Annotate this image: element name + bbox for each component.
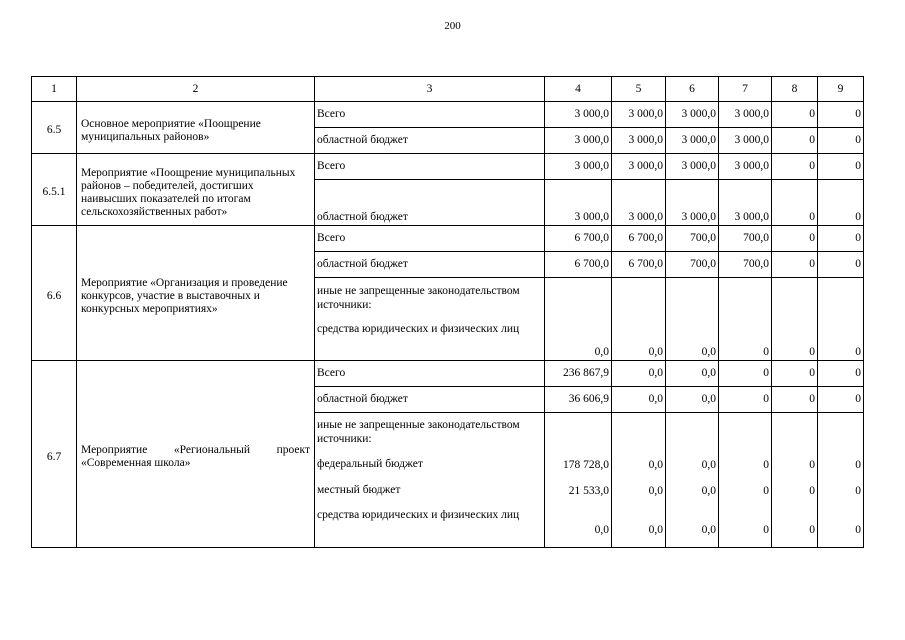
funding-source: областной бюджет <box>315 387 545 413</box>
value-cell: 3 000,0 <box>612 128 666 154</box>
value-cell: 21 533,0 <box>568 484 609 497</box>
value-cell: 3 000,0 <box>545 180 612 226</box>
value-cell: 0 <box>818 361 864 387</box>
value-cell: 0 <box>772 128 818 154</box>
value-cell: 3 000,0 <box>545 128 612 154</box>
value-cell: 0,0 <box>701 524 716 536</box>
row-number: 6.5.1 <box>32 154 77 226</box>
value-cell: 0 <box>772 278 818 361</box>
value-cell: 0 <box>772 252 818 278</box>
value-cell: 178 728,0 <box>563 459 609 471</box>
funding-source: иные не запрещенные законодательством источники: <box>317 285 520 311</box>
value-cell: 3 000,0 <box>612 102 666 128</box>
value-column <box>818 413 864 548</box>
value-cell: 0 <box>818 278 864 361</box>
funding-source: Всего <box>315 102 545 128</box>
value-cell: 3 000,0 <box>666 102 719 128</box>
value-cell: 3 000,0 <box>719 128 772 154</box>
value-column <box>612 413 666 548</box>
funding-source-group <box>315 413 545 548</box>
activity-name-word: Мероприятие <box>81 444 148 456</box>
value-column <box>545 413 612 548</box>
page-number: 200 <box>444 20 461 32</box>
value-cell: 3 000,0 <box>719 102 772 128</box>
value-cell: 0 <box>818 387 864 413</box>
header-cell: 2 <box>77 77 315 102</box>
funding-source: областной бюджет <box>315 128 545 154</box>
value-cell: 0 <box>763 484 769 497</box>
value-cell: 0 <box>855 459 861 471</box>
value-cell: 6 700,0 <box>612 226 666 252</box>
value-cell: 0 <box>763 524 769 536</box>
value-cell: 0,0 <box>701 459 716 471</box>
value-cell: 0,0 <box>666 361 719 387</box>
value-cell: 0,0 <box>612 387 666 413</box>
value-cell: 3 000,0 <box>545 102 612 128</box>
header-cell: 6 <box>666 77 719 102</box>
value-cell: 0,0 <box>701 484 716 497</box>
value-cell: 0 <box>809 459 815 471</box>
value-cell: 0 <box>772 387 818 413</box>
table-row <box>32 361 864 387</box>
value-cell: 0,0 <box>648 524 663 536</box>
activity-name-word: «Региональный <box>173 444 251 456</box>
activity-name-word: проект <box>276 444 310 456</box>
value-cell: 700,0 <box>666 226 719 252</box>
value-cell: 6 700,0 <box>545 252 612 278</box>
header-cell: 3 <box>315 77 545 102</box>
value-cell: 0 <box>818 180 864 226</box>
value-cell: 0,0 <box>666 278 719 361</box>
table-header-row <box>32 77 864 102</box>
value-cell: 0,0 <box>648 484 663 497</box>
funding-source: местный бюджет <box>317 483 401 496</box>
header-cell: 9 <box>818 77 864 102</box>
value-cell: 0,0 <box>666 387 719 413</box>
value-cell: 6 700,0 <box>612 252 666 278</box>
value-cell: 0 <box>818 252 864 278</box>
value-cell: 0,0 <box>594 524 609 536</box>
activity-name-line: «Современная школа» <box>81 457 191 469</box>
value-cell: 0 <box>772 180 818 226</box>
table-row <box>32 102 864 128</box>
funding-source: областной бюджет <box>315 180 545 226</box>
value-cell: 6 700,0 <box>545 226 612 252</box>
value-cell: 3 000,0 <box>545 154 612 180</box>
value-cell: 0 <box>855 484 861 497</box>
funding-source: областной бюджет <box>315 252 545 278</box>
value-cell: 0 <box>772 102 818 128</box>
value-cell: 3 000,0 <box>666 180 719 226</box>
header-cell: 1 <box>32 77 77 102</box>
funding-source-group <box>315 278 545 361</box>
funding-source: средства юридических и физических лиц <box>317 509 520 521</box>
value-cell: 0 <box>855 524 861 536</box>
funding-source: федеральный бюджет <box>317 458 423 470</box>
activity-name: Основное мероприятие «Поощрение муниципальных районов» <box>77 102 315 154</box>
budget-table <box>31 76 864 548</box>
value-cell: 0 <box>772 154 818 180</box>
activity-name: Мероприятие «Поощрение муниципальных районов – победителей, достигших наивысших показателей по итогам сельскохозяйственных работ» <box>77 154 315 226</box>
header-cell: 4 <box>545 77 612 102</box>
value-cell: 3 000,0 <box>612 180 666 226</box>
value-cell: 3 000,0 <box>612 154 666 180</box>
value-cell: 236 867,9 <box>545 361 612 387</box>
funding-source: Всего <box>315 226 545 252</box>
funding-source: иные не запрещенные законодательством источники: <box>317 419 520 445</box>
funding-source: средства юридических и физических лиц <box>317 323 520 335</box>
value-cell: 3 000,0 <box>666 128 719 154</box>
activity-name <box>77 361 315 548</box>
row-number: 6.6 <box>32 226 77 361</box>
value-column <box>719 413 772 548</box>
value-cell: 0 <box>719 361 772 387</box>
value-cell: 700,0 <box>719 226 772 252</box>
table-row <box>32 154 864 180</box>
value-cell: 0,0 <box>648 459 663 471</box>
value-cell: 0 <box>719 387 772 413</box>
value-cell: 0 <box>818 102 864 128</box>
value-cell: 0,0 <box>545 278 612 361</box>
value-cell: 3 000,0 <box>719 180 772 226</box>
value-cell: 700,0 <box>719 252 772 278</box>
table-row <box>32 226 864 252</box>
row-number: 6.5 <box>32 102 77 154</box>
value-cell: 0 <box>809 484 815 497</box>
value-cell: 0 <box>809 524 815 536</box>
header-cell: 7 <box>719 77 772 102</box>
activity-name: Мероприятие «Организация и проведение конкурсов, участие в выставочных и конкурсных мероприятиях» <box>77 226 315 361</box>
value-column <box>772 413 818 548</box>
funding-source: Всего <box>315 154 545 180</box>
value-cell: 0 <box>818 128 864 154</box>
value-cell: 0,0 <box>612 278 666 361</box>
value-cell: 0 <box>772 361 818 387</box>
value-cell: 0 <box>719 278 772 361</box>
funding-source: Всего <box>315 361 545 387</box>
value-cell: 3 000,0 <box>666 154 719 180</box>
value-column <box>666 413 719 548</box>
header-cell: 8 <box>772 77 818 102</box>
value-cell: 0 <box>772 226 818 252</box>
value-cell: 3 000,0 <box>719 154 772 180</box>
row-number: 6.7 <box>32 361 77 548</box>
value-cell: 36 606,9 <box>545 387 612 413</box>
value-cell: 0 <box>763 459 769 471</box>
value-cell: 700,0 <box>666 252 719 278</box>
value-cell: 0 <box>818 226 864 252</box>
value-cell: 0,0 <box>612 361 666 387</box>
value-cell: 0 <box>818 154 864 180</box>
header-cell: 5 <box>612 77 666 102</box>
